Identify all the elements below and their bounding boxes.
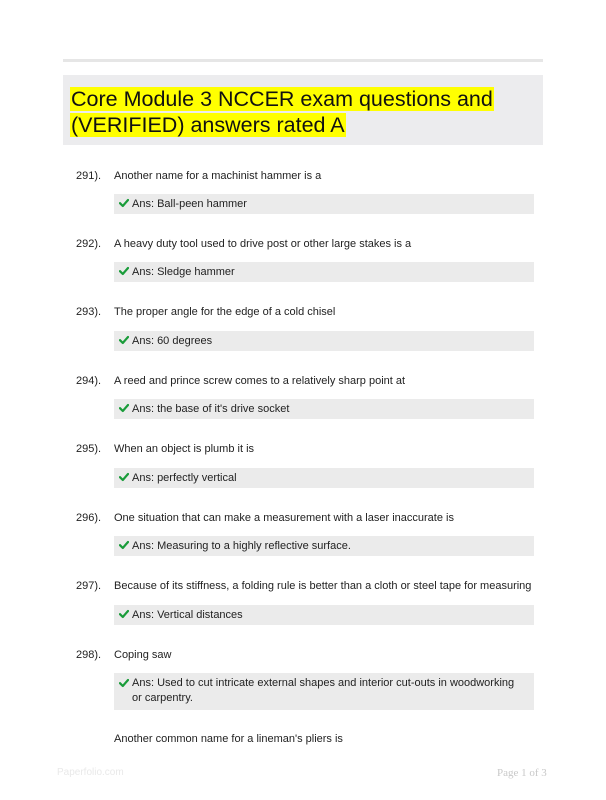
question-number: 292).	[76, 238, 102, 250]
answer-text: Ans: 60 degrees	[132, 335, 213, 347]
question-number: 291).	[76, 170, 102, 182]
answer-text: Ans: perfectly vertical	[132, 472, 237, 484]
question-text: When an object is plumb it is	[114, 443, 255, 455]
check-icon	[119, 609, 129, 619]
answer-text: Ans: Sledge hammer	[132, 266, 235, 278]
answer-text: Ans: Measuring to a highly reflective surface.	[132, 540, 351, 552]
answer-text: Ans: the base of it's drive socket	[132, 403, 290, 415]
question-text: Because of its stiffness, a folding rule is better than a cloth or steel tape for measuring	[114, 580, 532, 592]
answer-box	[114, 262, 534, 282]
answer-box	[114, 673, 534, 710]
question-number: 296).	[76, 512, 102, 524]
check-icon	[119, 540, 129, 550]
answer-box	[114, 605, 534, 625]
question-text: One situation that can make a measurement with a laser inaccurate is	[114, 512, 454, 524]
question-text: Another common name for a lineman's pliers is	[114, 733, 343, 745]
page-title: Core Module 3 NCCER exam questions and (VERIFIED) answers rated A	[71, 87, 493, 137]
check-icon	[119, 198, 129, 208]
check-icon	[119, 678, 129, 688]
footer-watermark: Paperfolio.com	[57, 767, 124, 778]
question-number: 297).	[76, 580, 102, 592]
answer-box	[114, 331, 534, 351]
page-number: Page 1 of 3	[497, 767, 547, 779]
answer-text: Ans: Ball-peen hammer	[132, 198, 247, 210]
check-icon	[119, 335, 129, 345]
question-number: 294).	[76, 375, 102, 387]
question-number: 293).	[76, 306, 102, 318]
question-text: A reed and prince screw comes to a relatively sharp point at	[114, 375, 406, 387]
top-divider	[63, 59, 543, 62]
answer-box	[114, 468, 534, 488]
answer-text: Ans: Vertical distances	[132, 609, 243, 621]
answer-box	[114, 194, 534, 214]
answer-text: Ans: Used to cut intricate external shapes and interior cut-outs in woodworking or carpentry.	[132, 677, 515, 704]
question-number: 298).	[76, 649, 102, 661]
question-text: Coping saw	[114, 649, 172, 661]
answer-box	[114, 399, 534, 419]
check-icon	[119, 472, 129, 482]
answer-box	[114, 536, 534, 556]
question-text: The proper angle for the edge of a cold chisel	[114, 306, 336, 318]
question-number: 295).	[76, 443, 102, 455]
check-icon	[119, 403, 129, 413]
question-text: A heavy duty tool used to drive post or other large stakes is a	[114, 238, 412, 250]
check-icon	[119, 266, 129, 276]
question-text: Another name for a machinist hammer is a	[114, 170, 322, 182]
